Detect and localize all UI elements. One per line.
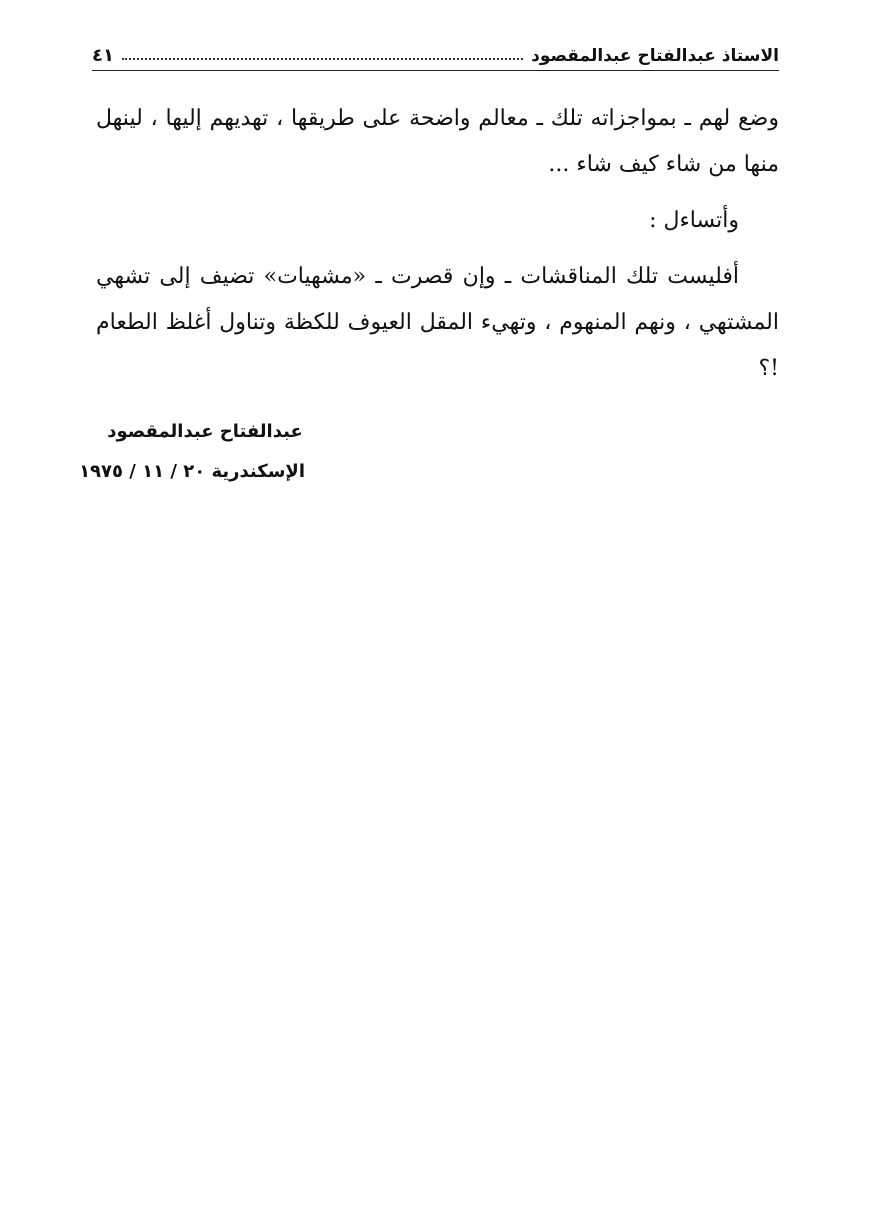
page-header	[92, 36, 779, 66]
place-date: الإسكندرية ٢٠ / ١١ / ١٩٧٥	[79, 461, 305, 482]
paragraph: وأتساءل :	[649, 208, 739, 233]
page-number: ٤١	[92, 45, 114, 66]
running-title: الاستاذ عبدالفتاح عبدالمقصود	[531, 46, 779, 66]
paragraph: وضع لهم ـ بمواجزاته تلك ـ معالم واضحة على طريقها ، تهديهم إليها ، لينهل منها من شاء كيف شاء ...	[96, 106, 779, 177]
signature-block	[25, 412, 305, 492]
body-text	[96, 96, 779, 402]
author-name: عبدالفتاح عبدالمقصود	[107, 421, 303, 442]
paragraph: أفليست تلك المناقشات ـ وإن قصرت ـ «مشهيات» تضيف إلى تشهي المشتهي ، ونهم المنهوم ، وتهيء المقل العيوف للكظة وتناول أغلظ الطعام !؟	[96, 264, 779, 381]
header-rule	[92, 70, 779, 71]
dotted-leader	[122, 58, 523, 60]
